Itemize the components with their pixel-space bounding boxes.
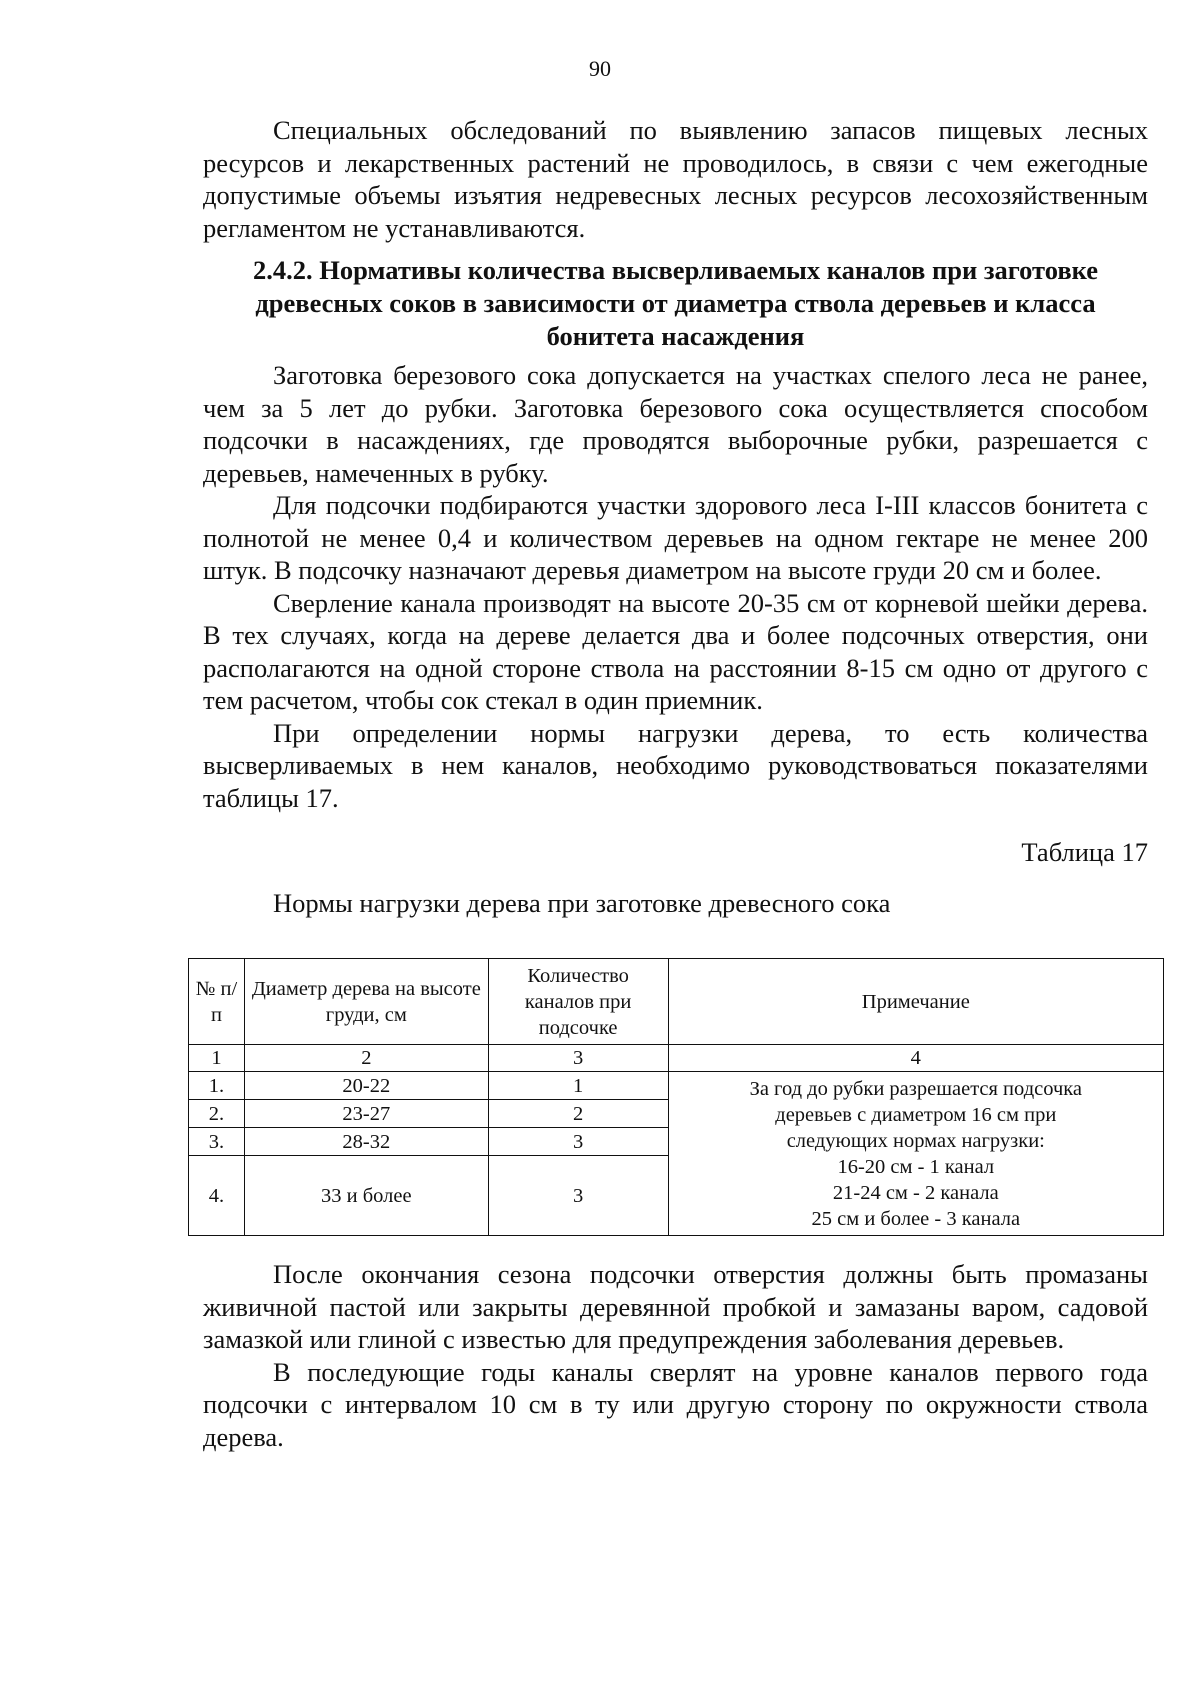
header-cell: Диаметр дерева на высоте груди, см	[244, 959, 488, 1045]
column-number-cell: 1	[189, 1045, 245, 1072]
note-line: 21-24 см - 2 канала	[832, 1181, 999, 1204]
channels-cell: 1	[488, 1072, 668, 1100]
note-line: следующих нормах нагрузки:	[786, 1129, 1045, 1152]
column-number-cell: 3	[488, 1045, 668, 1072]
channels-cell: 2	[488, 1100, 668, 1128]
diameter-cell: 33 и более	[244, 1156, 488, 1236]
column-number-row	[189, 1045, 1164, 1072]
row-number-cell: 4.	[189, 1156, 245, 1236]
row-number-cell: 2.	[189, 1100, 245, 1128]
document-body-after-table	[203, 1258, 1148, 1453]
section-heading: 2.4.2. Нормативы количества высверливаемых каналов при заготовке древесных соков в зависимости от диаметра ствола деревьев и класса бонитета насаждения	[252, 255, 1098, 351]
note-cell	[668, 1072, 1163, 1236]
norms-table	[188, 958, 1164, 1236]
paragraph: Сверление канала производят на высоте 20-35 см от корневой шейки дерева. В тех случаях, когда на дереве делается два и более подсочных отверстия, они располагаются на одной стороне ствола на расстоянии 8-15 см одно от другого с тем расчетом, чтобы сок стекал в один приемник.	[203, 587, 1148, 715]
table-row	[189, 1072, 1164, 1100]
note-line: 16-20 см - 1 канал	[837, 1155, 995, 1178]
channels-cell: 3	[488, 1128, 668, 1156]
row-number-cell: 3.	[189, 1128, 245, 1156]
table-header-row	[189, 959, 1164, 1045]
diameter-cell: 20-22	[244, 1072, 488, 1100]
paragraph: В последующие годы каналы сверлят на уровне каналов первого года подсочки с интервалом 10 см в ту или другую сторону по окружности ствола дерева.	[203, 1356, 1148, 1452]
row-number-cell: 1.	[189, 1072, 245, 1100]
paragraph: Заготовка березового сока допускается на участках спелого леса не ранее, чем за 5 лет до рубки. Заготовка березового сока осуществляется способом подсочки в насаждениях, где проводятся выборочные рубки, разрешается с деревьев, намеченных в рубку.	[203, 360, 1148, 488]
note-line: За год до рубки разрешается подсочка	[749, 1077, 1082, 1100]
paragraph: После окончания сезона подсочки отверстия должны быть промазаны живичной пастой или закрыты деревянной пробкой и замазаны варом, садовой замазкой или глиной с известью для предупреждения заболевания деревьев.	[203, 1259, 1148, 1354]
note-line: деревьев с диаметром 16 см при	[775, 1103, 1057, 1126]
column-number-cell: 2	[244, 1045, 488, 1072]
paragraph: Для подсочки подбираются участки здорового леса I-III классов бонитета с полнотой не менее 0,4 и количеством деревьев на одном гектаре не менее 200 штук. В подсочку назначают деревья диаметром на высоте груди 20 см и более.	[203, 490, 1148, 585]
paragraph: Специальных обследований по выявлению запасов пищевых лесных ресурсов и лекарственных растений не проводилось, в связи с чем ежегодные допустимые объемы изъятия недревесных лесных ресурсов лесохозяйственным регламентом не устанавливаются.	[203, 115, 1148, 243]
diameter-cell: 28-32	[244, 1128, 488, 1156]
page-number: 90	[589, 56, 611, 81]
paragraph: При определении нормы нагрузки дерева, то есть количества высверливаемых в нем каналов, необходимо руководствоваться показателями таблицы 17.	[203, 717, 1148, 813]
header-cell: Количество каналов при подсочке	[488, 959, 668, 1045]
channels-cell: 3	[488, 1156, 668, 1236]
table-title: Нормы нагрузки дерева при заготовке древесного сока	[273, 887, 891, 918]
document-body	[203, 114, 1148, 929]
table-label: Таблица 17	[1021, 837, 1148, 867]
header-cell: Примечание	[668, 959, 1163, 1045]
diameter-cell: 23-27	[244, 1100, 488, 1128]
note-line: 25 см и более - 3 канала	[811, 1207, 1021, 1230]
column-number-cell: 4	[668, 1045, 1163, 1072]
header-cell: № п/п	[189, 959, 245, 1045]
